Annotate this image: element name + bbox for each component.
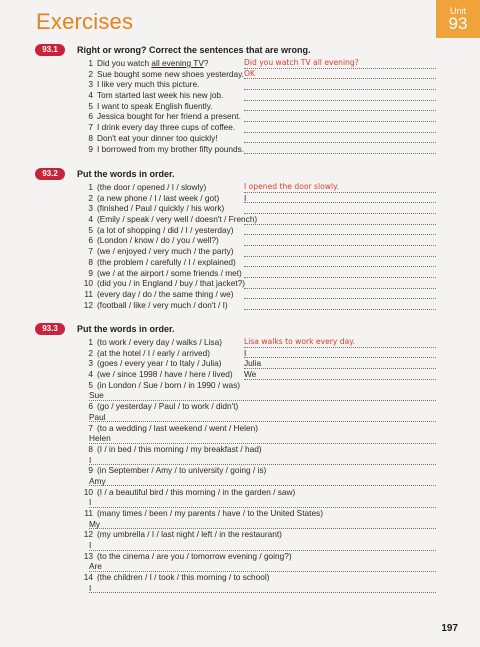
item-prompt: (to the cinema / are you / tomorrow evening / going?) bbox=[97, 550, 292, 561]
item-number: 4 bbox=[88, 214, 93, 225]
item-number: 4 bbox=[88, 369, 93, 380]
answer-text: We bbox=[244, 369, 257, 380]
item-number: 3 bbox=[88, 203, 93, 214]
exercise-instruction: Put the words in order. bbox=[77, 169, 175, 179]
item-prompt: (I / in bed / this morning / my breakfast / had) bbox=[97, 443, 262, 454]
item-prompt: (to work / every day / walks / Lisa) bbox=[97, 337, 222, 347]
answer-line[interactable] bbox=[244, 226, 436, 236]
answer-text: Sue bbox=[89, 390, 104, 401]
answer-text: OK bbox=[244, 68, 255, 78]
item-number: 6 bbox=[88, 401, 93, 412]
item-sentence bbox=[97, 101, 213, 112]
answer-line[interactable] bbox=[244, 91, 436, 101]
answer-text: Julia bbox=[244, 358, 262, 369]
sentence-text: I like very much this picture. bbox=[97, 79, 200, 90]
item-sentence bbox=[97, 133, 218, 144]
item-number: 11 bbox=[84, 508, 93, 518]
item-prompt: (we / since 1998 / have / here / lived) bbox=[97, 369, 233, 380]
item-number: 5 bbox=[88, 379, 93, 390]
item-prompt: (in September / Amy / to university / going / is) bbox=[97, 465, 267, 476]
item-prompt: (London / know / do / you / well?) bbox=[97, 235, 219, 246]
sentence-text: Sue bought some new shoes yesterday. bbox=[97, 68, 244, 79]
item-prompt: (a new phone / I / last week / got) bbox=[97, 192, 220, 203]
answer-text: Did you watch TV all evening? bbox=[244, 58, 359, 67]
answer-line[interactable] bbox=[244, 134, 436, 144]
item-number: 8 bbox=[88, 256, 93, 267]
item-prompt: (to a wedding / last weekend / went / Helen) bbox=[97, 422, 258, 433]
answer-line[interactable] bbox=[244, 145, 436, 155]
page-number: 197 bbox=[441, 623, 458, 634]
item-sentence bbox=[97, 79, 199, 90]
sentence-text: Did you watch bbox=[97, 58, 152, 68]
sentence-text: I want to speak English fluently. bbox=[97, 100, 213, 111]
answer-text: I opened the door slowly. bbox=[244, 182, 339, 191]
item-number: 6 bbox=[88, 235, 93, 246]
answer-line[interactable] bbox=[89, 498, 436, 508]
unit-label: Unit bbox=[449, 6, 466, 16]
answer-text: I bbox=[244, 192, 247, 203]
answer-text: Lisa walks to work every day. bbox=[244, 337, 356, 346]
item-number: 1 bbox=[88, 337, 93, 347]
item-prompt: (every day / do / the same thing / we) bbox=[97, 288, 234, 299]
item-number: 7 bbox=[88, 122, 93, 133]
answer-line[interactable] bbox=[244, 194, 436, 204]
exercise-instruction: Put the words in order. bbox=[77, 324, 175, 334]
item-number: 10 bbox=[83, 278, 93, 289]
answer-line[interactable] bbox=[244, 70, 436, 80]
item-number: 2 bbox=[88, 347, 93, 358]
item-prompt: (go / yesterday / Paul / to work / didn't) bbox=[97, 401, 239, 412]
sentence-text: I drink every day three cups of coffee. bbox=[97, 122, 236, 133]
item-number: 6 bbox=[88, 111, 93, 122]
item-sentence bbox=[97, 122, 235, 133]
answer-line[interactable] bbox=[244, 349, 436, 359]
item-number: 8 bbox=[88, 443, 93, 454]
item-number: 1 bbox=[88, 182, 93, 192]
item-number: 12 bbox=[83, 529, 93, 540]
item-number: 3 bbox=[88, 79, 93, 90]
answer-line[interactable] bbox=[89, 562, 436, 572]
item-sentence bbox=[97, 111, 241, 122]
item-prompt: (a lot of shopping / did / I / yesterday) bbox=[97, 224, 234, 235]
item-prompt: (I / a beautiful bird / this morning / in the garden / saw) bbox=[97, 486, 296, 497]
item-number: 7 bbox=[88, 422, 93, 433]
item-number: 4 bbox=[88, 90, 93, 101]
item-number: 9 bbox=[88, 465, 93, 476]
item-sentence bbox=[97, 58, 208, 69]
underlined-words: all evening TV bbox=[151, 58, 204, 68]
item-prompt: (the door / opened / I / slowly) bbox=[97, 182, 207, 192]
sentence-text: I borrowed from my brother fifty pounds. bbox=[97, 143, 245, 154]
exercise-badge: 93.2 bbox=[35, 168, 65, 180]
answer-line[interactable] bbox=[244, 370, 436, 380]
item-number: 14 bbox=[83, 572, 93, 583]
answer-line[interactable] bbox=[244, 204, 436, 214]
answer-line[interactable] bbox=[89, 477, 436, 487]
answer-line[interactable] bbox=[244, 215, 436, 225]
item-number: 7 bbox=[88, 246, 93, 257]
item-number: 2 bbox=[88, 68, 93, 79]
answer-line[interactable] bbox=[89, 541, 436, 551]
answer-line[interactable] bbox=[89, 584, 436, 594]
item-number: 5 bbox=[88, 100, 93, 111]
answer-line[interactable] bbox=[244, 359, 436, 369]
answer-line[interactable] bbox=[244, 236, 436, 246]
answer-text: I bbox=[89, 540, 92, 551]
answer-text: I bbox=[89, 582, 92, 593]
answer-line[interactable] bbox=[244, 112, 436, 122]
answer-line[interactable] bbox=[89, 456, 436, 466]
answer-text: I bbox=[244, 347, 247, 358]
sentence-text-end: ? bbox=[203, 58, 209, 68]
answer-line[interactable] bbox=[244, 269, 436, 279]
item-prompt: (football / like / very much / don't / I) bbox=[97, 299, 228, 310]
item-prompt: (did you / in England / buy / that jacket?) bbox=[97, 278, 246, 289]
answer-line[interactable] bbox=[244, 80, 436, 90]
unit-tab bbox=[436, 0, 480, 38]
item-number: 9 bbox=[88, 143, 93, 154]
exercise-badge: 93.1 bbox=[35, 44, 65, 56]
item-prompt: (finished / Paul / quickly / his work) bbox=[97, 203, 225, 214]
item-number: 3 bbox=[88, 358, 93, 369]
answer-line[interactable] bbox=[244, 102, 436, 112]
answer-line[interactable] bbox=[89, 413, 436, 423]
sentence-text: Tom started last week his new job. bbox=[97, 90, 224, 101]
answer-line[interactable] bbox=[89, 520, 436, 530]
item-prompt: (goes / every year / to Italy / Julia) bbox=[97, 358, 222, 369]
exercise-instruction: Right or wrong? Correct the sentences that are wrong. bbox=[77, 45, 311, 55]
item-number: 13 bbox=[83, 550, 93, 561]
item-number: 9 bbox=[88, 267, 93, 278]
unit-number: 93 bbox=[448, 14, 468, 33]
answer-line[interactable] bbox=[89, 391, 436, 401]
item-sentence bbox=[97, 144, 244, 155]
answer-line[interactable] bbox=[89, 434, 436, 444]
item-number: 2 bbox=[88, 192, 93, 203]
item-prompt: (the problem / carefully / I / explained) bbox=[97, 256, 236, 267]
exercise-badge: 93.3 bbox=[35, 323, 65, 335]
item-number: 11 bbox=[84, 288, 93, 299]
item-sentence bbox=[97, 69, 244, 80]
answer-line[interactable] bbox=[244, 59, 436, 69]
item-prompt: (my umbrella / I / last night / left / in the restaurant) bbox=[97, 529, 282, 540]
answer-line[interactable] bbox=[244, 183, 436, 193]
answer-line[interactable] bbox=[244, 258, 436, 268]
answer-line[interactable] bbox=[244, 338, 436, 348]
item-prompt: (we / enjoyed / very much / the party) bbox=[97, 246, 234, 257]
item-prompt: (in London / Sue / born / in 1990 / was) bbox=[97, 379, 240, 390]
item-number: 10 bbox=[83, 486, 93, 497]
answer-line[interactable] bbox=[244, 247, 436, 257]
answer-line[interactable] bbox=[244, 279, 436, 289]
item-prompt: (many times / been / my parents / have / to the United States) bbox=[97, 508, 323, 518]
item-number: 1 bbox=[88, 58, 93, 68]
item-sentence bbox=[97, 90, 223, 101]
answer-text: Are bbox=[89, 561, 102, 572]
item-number: 12 bbox=[83, 299, 93, 310]
page-title: Exercises bbox=[36, 9, 134, 34]
answer-text: Helen bbox=[89, 433, 111, 444]
sentence-text: Don't eat your dinner too quickly! bbox=[97, 132, 218, 143]
answer-text: I bbox=[89, 497, 92, 508]
item-number: 8 bbox=[88, 132, 93, 143]
answer-text: My bbox=[89, 518, 101, 529]
item-prompt: (we / at the airport / some friends / met) bbox=[97, 267, 242, 278]
answer-text: Paul bbox=[89, 411, 106, 422]
answer-line[interactable] bbox=[244, 301, 436, 311]
sentence-text: Jessica bought for her friend a present. bbox=[97, 111, 241, 122]
item-prompt: (the children / I / took / this morning / to school) bbox=[97, 572, 270, 583]
item-prompt: (at the hotel / I / early / arrived) bbox=[97, 347, 210, 358]
answer-text: Amy bbox=[89, 475, 106, 486]
answer-line[interactable] bbox=[244, 290, 436, 300]
item-prompt: (Emily / speak / very well / doesn't / French) bbox=[97, 214, 258, 225]
answer-text: I bbox=[89, 454, 92, 465]
answer-line[interactable] bbox=[244, 123, 436, 133]
item-number: 5 bbox=[88, 224, 93, 235]
